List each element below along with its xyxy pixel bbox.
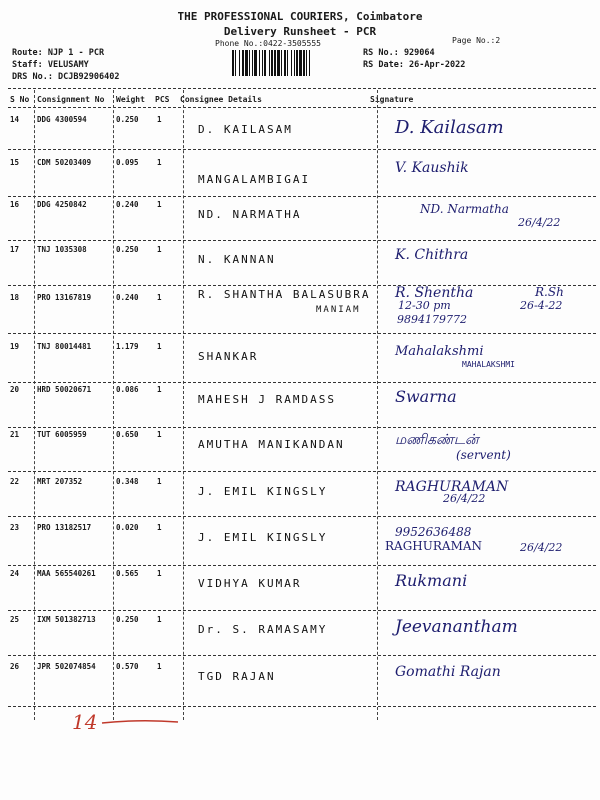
row-sno: 19 — [10, 342, 20, 351]
row-divider — [8, 427, 596, 428]
row-sno: 17 — [10, 245, 20, 254]
row-consignee-name: AMUTHA MANIKANDAN — [198, 438, 345, 451]
row-divider — [8, 196, 596, 197]
barcode-bar — [274, 50, 276, 76]
row-signature: Jeevanantham — [395, 617, 518, 637]
row-signature-note: 26/4/22 — [518, 216, 561, 229]
row-signature-note: MAHALAKSHMI — [462, 360, 515, 369]
route-label: Route: NJP 1 - PCR — [12, 48, 105, 58]
row-weight: 1.179 — [116, 342, 139, 351]
barcode-bar — [277, 50, 280, 76]
row-signature-phone: 26/4/22 — [520, 541, 563, 554]
row-consignment-no: DDG 4300594 — [37, 115, 87, 124]
row-weight: 0.020 — [116, 523, 139, 532]
row-weight: 0.348 — [116, 477, 139, 486]
row-weight: 0.240 — [116, 293, 139, 302]
row-consignee-name: J. EMIL KINGSLY — [198, 531, 328, 544]
col-sep-3 — [183, 90, 184, 720]
barcode-bar — [242, 50, 244, 76]
barcode-bar — [296, 50, 298, 76]
row-pcs: 1 — [157, 385, 162, 394]
row-signature-note: (servent) — [456, 448, 511, 462]
col-sep-2 — [113, 90, 114, 720]
row-consignee-name: VIDHYA KUMAR — [198, 577, 302, 590]
col-header-signature: Signature — [370, 95, 414, 104]
row-signature-initials: R.Sh — [535, 285, 564, 299]
row-consignee-name-cont: MANIAM — [316, 305, 361, 315]
row-signature-note: 26/4/22 — [443, 492, 486, 505]
row-consignment-no: TNJ 80014481 — [37, 342, 92, 351]
col-header-sno: S No — [10, 95, 30, 104]
barcode-bar — [291, 50, 292, 76]
col-header-consignee: Consignee Details — [180, 95, 262, 104]
row-signature: R. Shentha — [395, 285, 474, 301]
header-divider-bottom — [8, 107, 596, 108]
row-divider — [8, 240, 596, 241]
barcode-bar — [294, 50, 295, 76]
row-pcs: 1 — [157, 615, 162, 624]
row-signature: Rukmani — [395, 571, 468, 590]
row-signature-date: 26-4-22 — [520, 299, 563, 312]
barcode-bar — [239, 50, 240, 76]
row-divider — [8, 382, 596, 383]
barcode-bar — [271, 50, 273, 76]
row-pcs: 1 — [157, 245, 162, 254]
barcode-image — [230, 50, 358, 76]
row-signature-phone: 9894179772 — [397, 313, 467, 326]
row-signature: மணிகண்டன் — [395, 432, 479, 448]
barcode-bar — [232, 50, 234, 76]
col-header-pcs: PCS — [155, 95, 170, 104]
row-consignee-name: SHANKAR — [198, 350, 259, 363]
barcode-bar — [235, 50, 236, 76]
row-signature: RAGHURAMAN — [395, 479, 509, 495]
row-sno: 20 — [10, 385, 20, 394]
row-weight: 0.095 — [116, 158, 139, 167]
row-signature-note: RAGHURAMAN — [385, 539, 483, 553]
row-weight: 0.086 — [116, 385, 139, 394]
barcode-bar — [309, 50, 310, 76]
row-consignment-no: HRD 50020671 — [37, 385, 92, 394]
row-consignment-no: JPR 502074854 — [37, 662, 96, 671]
row-consignee-name: D. KAILASAM — [198, 123, 293, 136]
row-sno: 26 — [10, 662, 20, 671]
col-header-weight: Weight — [116, 95, 145, 104]
row-sno: 18 — [10, 293, 20, 302]
barcode-bar — [269, 50, 270, 76]
row-consignment-no: PRO 13182517 — [37, 523, 92, 532]
row-weight: 0.250 — [116, 245, 139, 254]
row-pcs: 1 — [157, 200, 162, 209]
staff-label: Staff: VELUSAMY — [12, 60, 89, 70]
row-consignee-name: Dr. S. RAMASAMY — [198, 623, 328, 636]
barcode-bar — [249, 50, 250, 76]
row-signature: ND. Narmatha — [420, 202, 509, 216]
row-divider — [8, 706, 596, 707]
row-consignment-no: TNJ 1035308 — [37, 245, 87, 254]
row-sno: 23 — [10, 523, 20, 532]
header-divider-top — [8, 88, 596, 89]
row-signature: Swarna — [395, 387, 457, 406]
row-consignment-no: DDG 4250842 — [37, 200, 87, 209]
row-consignment-no: TUT 6005959 — [37, 430, 87, 439]
row-consignment-no: PRO 13167819 — [37, 293, 92, 302]
barcode-bar — [259, 50, 260, 76]
barcode-bar — [303, 50, 305, 76]
document-title: Delivery Runsheet - PCR — [223, 25, 377, 38]
row-weight: 0.565 — [116, 569, 139, 578]
row-signature: D. Kailasam — [395, 117, 504, 138]
row-consignment-no: MAA 565540261 — [37, 569, 96, 578]
row-sno: 24 — [10, 569, 20, 578]
row-weight: 0.250 — [116, 615, 139, 624]
row-pcs: 1 — [157, 342, 162, 351]
row-signature: K. Chithra — [395, 247, 469, 263]
row-sno: 25 — [10, 615, 20, 624]
col-sep-1 — [34, 90, 35, 720]
row-weight: 0.570 — [116, 662, 139, 671]
barcode-bar — [252, 50, 253, 76]
rs-number: RS No.: 929064 — [363, 48, 435, 58]
row-divider — [8, 149, 596, 150]
page-number: Page No.:2 — [452, 36, 501, 45]
row-weight: 0.650 — [116, 430, 139, 439]
row-pcs: 1 — [157, 115, 162, 124]
footer-underline-stroke — [100, 716, 180, 728]
row-weight: 0.250 — [116, 115, 139, 124]
row-consignee-name: ND. NARMATHA — [198, 208, 302, 221]
row-divider — [8, 285, 596, 286]
row-pcs: 1 — [157, 477, 162, 486]
row-pcs: 1 — [157, 569, 162, 578]
barcode-bar — [287, 50, 288, 76]
row-consignee-name: MANGALAMBIGAI — [198, 173, 311, 186]
row-divider — [8, 333, 596, 334]
row-sno: 21 — [10, 430, 20, 439]
row-signature: Mahalakshmi — [395, 344, 484, 359]
row-signature: Gomathi Rajan — [395, 664, 501, 680]
row-signature: V. Kaushik — [395, 160, 469, 176]
row-pcs: 1 — [157, 293, 162, 302]
row-divider — [8, 471, 596, 472]
barcode-bar — [299, 50, 302, 76]
barcode-bar — [262, 50, 263, 76]
row-divider — [8, 565, 596, 566]
row-sno: 14 — [10, 115, 20, 124]
phone-number: Phone No.:0422-3505555 — [215, 39, 321, 48]
row-sno: 15 — [10, 158, 20, 167]
row-weight: 0.240 — [116, 200, 139, 209]
row-pcs: 1 — [157, 430, 162, 439]
barcode-bar — [245, 50, 248, 76]
barcode-bar — [254, 50, 257, 76]
row-divider — [8, 610, 596, 611]
row-consignee-name: R. SHANTHA BALASUBRA — [198, 288, 371, 301]
company-name: THE PROFESSIONAL COURIERS, Coimbatore — [177, 10, 423, 23]
row-signature: 9952636488 — [395, 525, 472, 539]
row-divider — [8, 516, 596, 517]
row-signature-note: 12-30 pm — [398, 299, 451, 312]
row-consignee-name: MAHESH J RAMDASS — [198, 393, 336, 406]
row-consignment-no: CDM 50203409 — [37, 158, 92, 167]
row-consignee-name: TGD RAJAN — [198, 670, 276, 683]
row-consignee-name: J. EMIL KINGSLY — [198, 485, 328, 498]
barcode-bar — [306, 50, 307, 76]
row-divider — [8, 655, 596, 656]
drs-number: DRS No.: DCJB92906402 — [12, 72, 120, 82]
row-pcs: 1 — [157, 662, 162, 671]
row-sno: 16 — [10, 200, 20, 209]
footer-handwritten-count: 14 — [72, 710, 98, 734]
row-consignee-name: N. KANNAN — [198, 253, 276, 266]
row-consignment-no: MRT 207352 — [37, 477, 83, 486]
rs-date: RS Date: 26-Apr-2022 — [363, 60, 466, 70]
barcode-bar — [264, 50, 266, 76]
barcode-bar — [284, 50, 286, 76]
col-header-consignment: Consignment No — [37, 95, 105, 104]
row-consignment-no: IXM 501382713 — [37, 615, 96, 624]
row-sno: 22 — [10, 477, 20, 486]
col-sep-4 — [377, 90, 378, 720]
row-pcs: 1 — [157, 523, 162, 532]
barcode-bar — [281, 50, 282, 76]
row-pcs: 1 — [157, 158, 162, 167]
